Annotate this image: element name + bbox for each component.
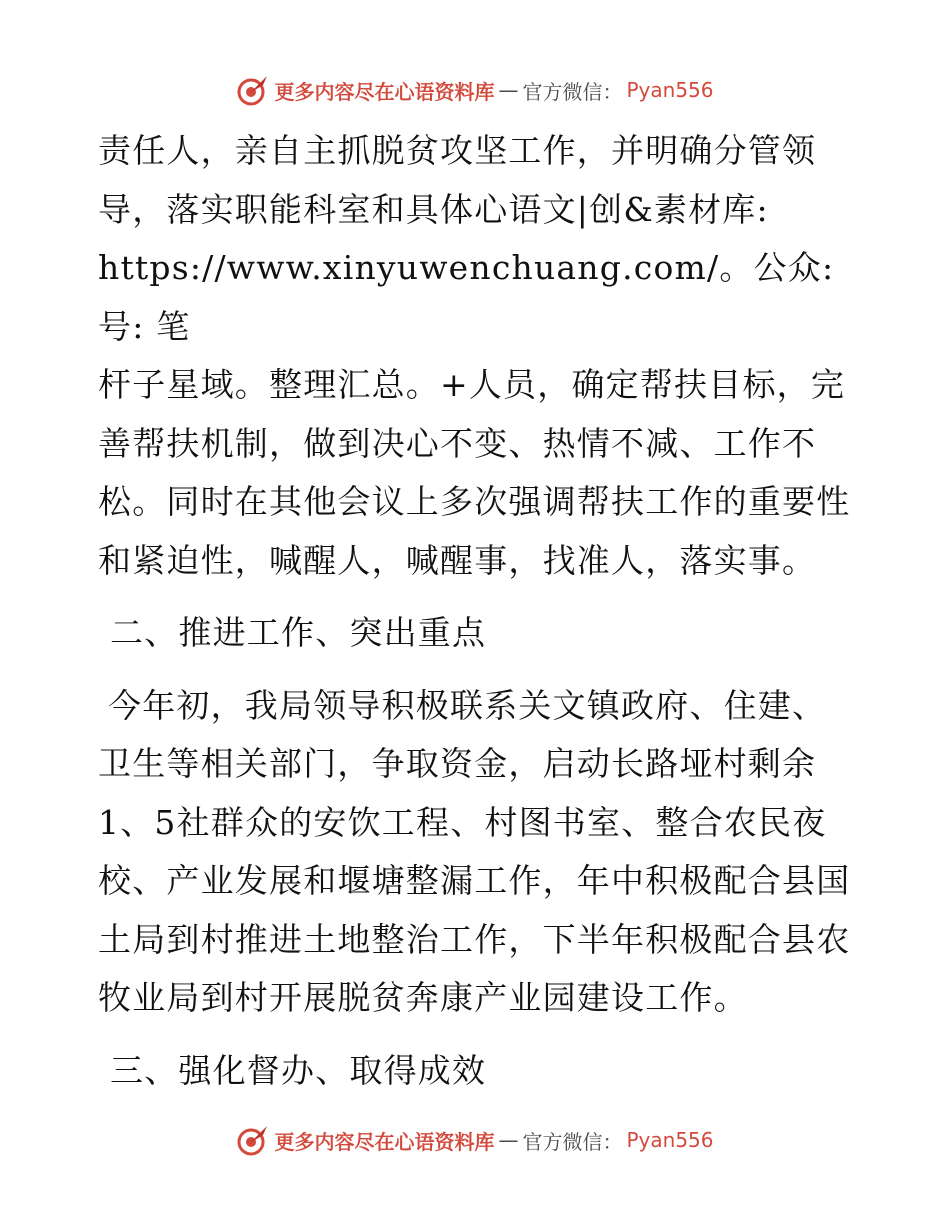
text-line: 卫生等相关部门，争取资金，启动长路垭村剩余 (98, 744, 817, 783)
section-heading-3: 三、强化督办、取得成效 (110, 1050, 487, 1090)
document-body (98, 122, 858, 1100)
text-line: 责任人，亲自主抓脱贫攻坚工作，并明确分管领 (98, 131, 817, 170)
banner-wechat-label: 官方微信： (522, 1129, 623, 1154)
banner-dash: — (498, 78, 519, 102)
banner-brand-text: 更多内容尽在心语资料库 (274, 1129, 495, 1154)
paragraph-1 (98, 122, 858, 590)
text-line: https://www.xinyuwenchuang.com/。公众:号: 笔 (98, 248, 835, 346)
text-line: 牧业局到村开展脱贫奔康产业园建设工作。 (98, 978, 748, 1017)
text-line: 善帮扶机制，做到决心不变、热情不减、工作不 (98, 423, 817, 463)
banner-dash: — (498, 1128, 519, 1152)
text-line: 今年初，我局领导积极联系关文镇政府、住建、 (108, 685, 827, 725)
text-line: 松。同时在其他会议上多次强调帮扶工作的重要性 (98, 482, 851, 521)
text-line: 校、产业发展和堰塘整漏工作，年中积极配合县国 (98, 861, 851, 900)
text-line: 和紧迫性，喊醒人，喊醒事，找准人，落实事。 (98, 540, 817, 580)
paragraph-2 (98, 677, 858, 1028)
text-line: 杆子星域。整理汇总。+人员，确定帮扶目标，完 (98, 365, 846, 404)
banner-wechat-label: 官方微信： (522, 79, 623, 104)
banner-wechat-id: Pyan556 (626, 1128, 714, 1152)
text-line: 土局到村推进土地整治工作，下半年积极配合县农 (98, 919, 851, 959)
text-line: 1、5社群众的安饮工程、村图书室、整合农民夜 (98, 802, 827, 842)
banner-brand-text: 更多内容尽在心语资料库 (274, 79, 495, 104)
banner-wechat-id: Pyan556 (626, 78, 714, 102)
section-heading-2: 二、推进工作、突出重点 (110, 613, 487, 652)
quill-logo-icon (236, 1123, 270, 1157)
text-line: 导，落实职能科室和具体心语文|创&素材库: (98, 189, 769, 229)
header-banner (0, 70, 950, 110)
quill-logo-icon (236, 73, 270, 107)
footer-banner (0, 1120, 950, 1160)
